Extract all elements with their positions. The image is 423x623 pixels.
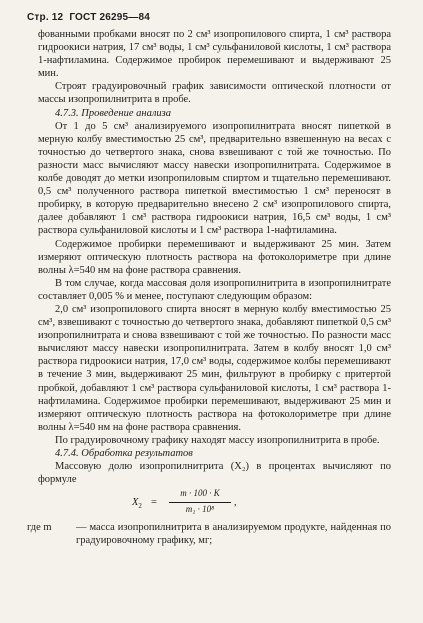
paragraph-calibration: Строят градуировочный график зависимости оптической плотности от массы изопропилнитрита в пробе. [38,81,391,106]
paragraph-formula-intro: Массовую долю изопропилнитрита (X₂) в процентах вычисляют по формуле [38,461,391,486]
section-heading-analysis: 4.7.3. Проведение анализа [55,107,172,119]
fraction-bar [169,502,231,503]
page-header [27,12,391,23]
paragraph-analysis-procedure: От 1 до 5 см³ анализируемого изопропилнитрата вносят пипеткой в мерную колбу вместимостью 25 см³, предварительно взвешенную на весах с точностью до четвертого знака, снова взвешивают с той же точностью. По разности масс вычисляют массу навески изопропилнитрата. Содержимое в колбе доводят до метки изопропиловым спиртом и тщательно перемешивают. 0,5 см³ полученного раствора пипеткой вместимостью 1 см³ переносят в пробирку, в которую предварительно внесено 2 см³ изопропилового спирта, далее добавляют 1 см³ раствора гидроокиси натрия, 16,5 см³ воды, 1 см³ раствора сульфаниловой кислоты и 1 см³ раствора 1-нафтиламина. [38,120,391,237]
formula [38,488,391,518]
paragraph-low-fraction-case: В том случае, когда массовая доля изопропилнитрита в изопропилнитрате составляет 0,005 % и менее, поступают следующим образом: [38,277,391,302]
paragraph-mixing: Содержимое пробирки перемешивают и выдерживают 25 мин. Затем измеряют оптическую плотность раствора на фотоколориметре при длине волны λ=540 нм на фоне раствора сравнения. [38,238,391,276]
where-clause [27,521,391,547]
formula-lhs: $X_2$ [132,497,142,511]
formula-trail: , [234,497,237,509]
where-label: где m [27,522,52,534]
paragraph-continuation: фованными пробками вносят по 2 см³ изопропилового спирта, 1 см³ раствора гидроокиси натрия, 17 см³ воды, 1 см³ сульфаниловой кислоты, 1 см³ раствора 1-нафтиламина. Содержимое пробирок перемешивают и выдерживают 25 мин. [38,29,391,80]
where-text: — масса изопропилнитрита в анализируемом продукте, найденная по градуировочному графику, мг; [76,522,391,547]
paragraph-find-mass: По градуировочному графику находят массу изопропилнитрита в пробе. [55,434,380,446]
paragraph-low-fraction-procedure: 2,0 см³ изопропилового спирта вносят в мерную колбу вместимостью 25 см³, взвешивают с точностью до четвертого знака, добавляют пипеткой 0,5 см³ изопропилнитрата и снова взвешивают с той же точностью. По разности масс вычисляют массу навески изопропилнитрата. Затем в колбу вносят 1,0 см³ раствора гидроокиси натрия, 17,0 см³ воды, содержимое колбы перемешивают в течение 3 мин, выдерживают 25 мин, фильтруют в пробирку с притертой пробкой, добавляют 1 см³ раствора сульфаниловой кислоты, 1 см³ раствора 1-нафтиламина. Содержимое пробирки перемешивают, выдерживают 25 мин и измеряют оптическую плотность раствора на фотоколориметре при длине волны λ=540 нм на фоне раствора сравнения. [38,303,391,433]
page-number: Стр. 12 [27,12,64,23]
standard-code: ГОСТ 26295—84 [69,12,151,23]
section-heading-results: 4.7.4. Обработка результатов [55,448,193,459]
formula-numerator: m · 100 · K [180,488,220,499]
document-page [27,12,391,547]
formula-denominator: m₁ · 10⁸ [185,504,215,515]
formula-equals: = [151,497,157,509]
